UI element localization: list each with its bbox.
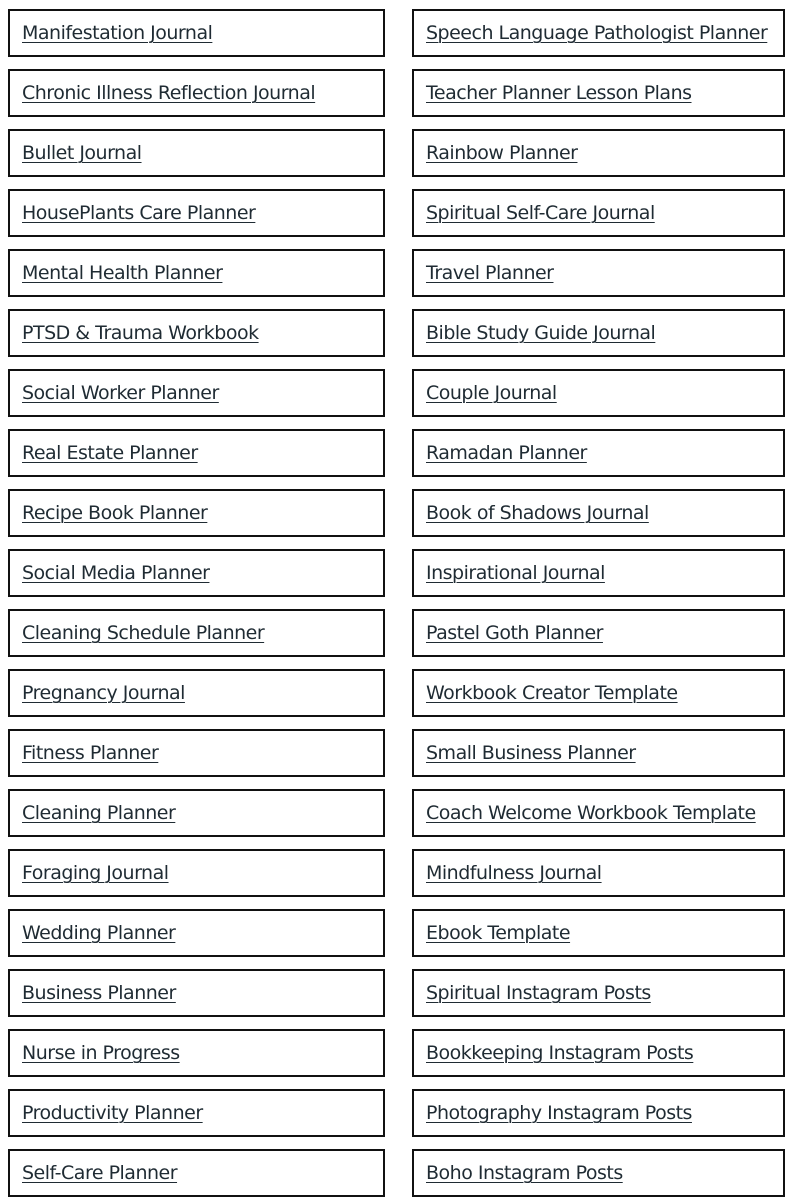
manifestation-journal-link[interactable]: Manifestation Journal: [22, 22, 213, 44]
link-box[interactable]: [8, 909, 385, 957]
wedding-planner-link[interactable]: Wedding Planner: [22, 922, 176, 944]
link-box[interactable]: [8, 189, 385, 237]
link-box[interactable]: [412, 789, 785, 837]
social-media-planner-link[interactable]: Social Media Planner: [22, 562, 210, 584]
coach-welcome-workbook-template-link[interactable]: Coach Welcome Workbook Template: [426, 802, 756, 824]
bible-study-guide-journal-link[interactable]: Bible Study Guide Journal: [426, 322, 656, 344]
link-box[interactable]: [412, 549, 785, 597]
link-box[interactable]: [8, 729, 385, 777]
mental-health-planner-link[interactable]: Mental Health Planner: [22, 262, 223, 284]
foraging-journal-link[interactable]: Foraging Journal: [22, 862, 169, 884]
book-of-shadows-journal-link[interactable]: Book of Shadows Journal: [426, 502, 649, 524]
travel-planner-link[interactable]: Travel Planner: [426, 262, 554, 284]
link-box[interactable]: [412, 909, 785, 957]
link-box[interactable]: [8, 309, 385, 357]
real-estate-planner-link[interactable]: Real Estate Planner: [22, 442, 198, 464]
workbook-creator-template-link[interactable]: Workbook Creator Template: [426, 682, 678, 704]
cleaning-planner-link[interactable]: Cleaning Planner: [22, 802, 176, 824]
teacher-planner-lesson-plans-link[interactable]: Teacher Planner Lesson Plans: [426, 82, 692, 104]
boho-instagram-posts-link[interactable]: Boho Instagram Posts: [426, 1162, 623, 1184]
link-box[interactable]: [412, 249, 785, 297]
business-planner-link[interactable]: Business Planner: [22, 982, 176, 1004]
mindfulness-journal-link[interactable]: Mindfulness Journal: [426, 862, 602, 884]
link-box[interactable]: [412, 369, 785, 417]
bookkeeping-instagram-posts-link[interactable]: Bookkeeping Instagram Posts: [426, 1042, 694, 1064]
link-box[interactable]: [8, 969, 385, 1017]
link-box[interactable]: [8, 129, 385, 177]
link-box[interactable]: [412, 429, 785, 477]
link-box[interactable]: [8, 69, 385, 117]
link-box[interactable]: [412, 69, 785, 117]
link-box[interactable]: [412, 1089, 785, 1137]
link-box[interactable]: [412, 1149, 785, 1197]
ramadan-planner-link[interactable]: Ramadan Planner: [426, 442, 587, 464]
link-box[interactable]: [8, 609, 385, 657]
link-box[interactable]: [8, 789, 385, 837]
pregnancy-journal-link[interactable]: Pregnancy Journal: [22, 682, 185, 704]
inspirational-journal-link[interactable]: Inspirational Journal: [426, 562, 605, 584]
link-box[interactable]: [8, 9, 385, 57]
self-care-planner-link[interactable]: Self-Care Planner: [22, 1162, 178, 1184]
houseplants-care-planner-link[interactable]: HousePlants Care Planner: [22, 202, 256, 224]
link-box[interactable]: [8, 489, 385, 537]
social-worker-planner-link[interactable]: Social Worker Planner: [22, 382, 219, 404]
link-box[interactable]: [412, 129, 785, 177]
link-box[interactable]: [412, 189, 785, 237]
fitness-planner-link[interactable]: Fitness Planner: [22, 742, 159, 764]
couple-journal-link[interactable]: Couple Journal: [426, 382, 557, 404]
recipe-book-planner-link[interactable]: Recipe Book Planner: [22, 502, 208, 524]
link-box[interactable]: [412, 729, 785, 777]
link-box[interactable]: [412, 9, 785, 57]
link-box[interactable]: [412, 849, 785, 897]
link-box[interactable]: [412, 309, 785, 357]
link-box[interactable]: [8, 549, 385, 597]
productivity-planner-link[interactable]: Productivity Planner: [22, 1102, 203, 1124]
rainbow-planner-link[interactable]: Rainbow Planner: [426, 142, 578, 164]
chronic-illness-reflection-journal-link[interactable]: Chronic Illness Reflection Journal: [22, 82, 316, 104]
ebook-template-link[interactable]: Ebook Template: [426, 922, 571, 944]
link-box[interactable]: [412, 1029, 785, 1077]
photography-instagram-posts-link[interactable]: Photography Instagram Posts: [426, 1102, 692, 1124]
link-box[interactable]: [412, 609, 785, 657]
nurse-in-progress-link[interactable]: Nurse in Progress: [22, 1042, 180, 1064]
link-box[interactable]: [412, 669, 785, 717]
link-box[interactable]: [8, 849, 385, 897]
link-box[interactable]: [8, 1149, 385, 1197]
spiritual-instagram-posts-link[interactable]: Spiritual Instagram Posts: [426, 982, 651, 1004]
pastel-goth-planner-link[interactable]: Pastel Goth Planner: [426, 622, 603, 644]
small-business-planner-link[interactable]: Small Business Planner: [426, 742, 636, 764]
link-box[interactable]: [412, 969, 785, 1017]
link-grid: [8, 9, 785, 1197]
link-box[interactable]: [8, 249, 385, 297]
cleaning-schedule-planner-link[interactable]: Cleaning Schedule Planner: [22, 622, 265, 644]
speech-language-pathologist-planner-link[interactable]: Speech Language Pathologist Planner: [426, 22, 768, 44]
ptsd-trauma-workbook-link[interactable]: PTSD & Trauma Workbook: [22, 322, 259, 344]
bullet-journal-link[interactable]: Bullet Journal: [22, 142, 142, 164]
link-box[interactable]: [412, 489, 785, 537]
link-box[interactable]: [8, 1029, 385, 1077]
link-box[interactable]: [8, 1089, 385, 1137]
link-box[interactable]: [8, 369, 385, 417]
link-box[interactable]: [8, 669, 385, 717]
spiritual-self-care-journal-link[interactable]: Spiritual Self-Care Journal: [426, 202, 655, 224]
link-box[interactable]: [8, 429, 385, 477]
